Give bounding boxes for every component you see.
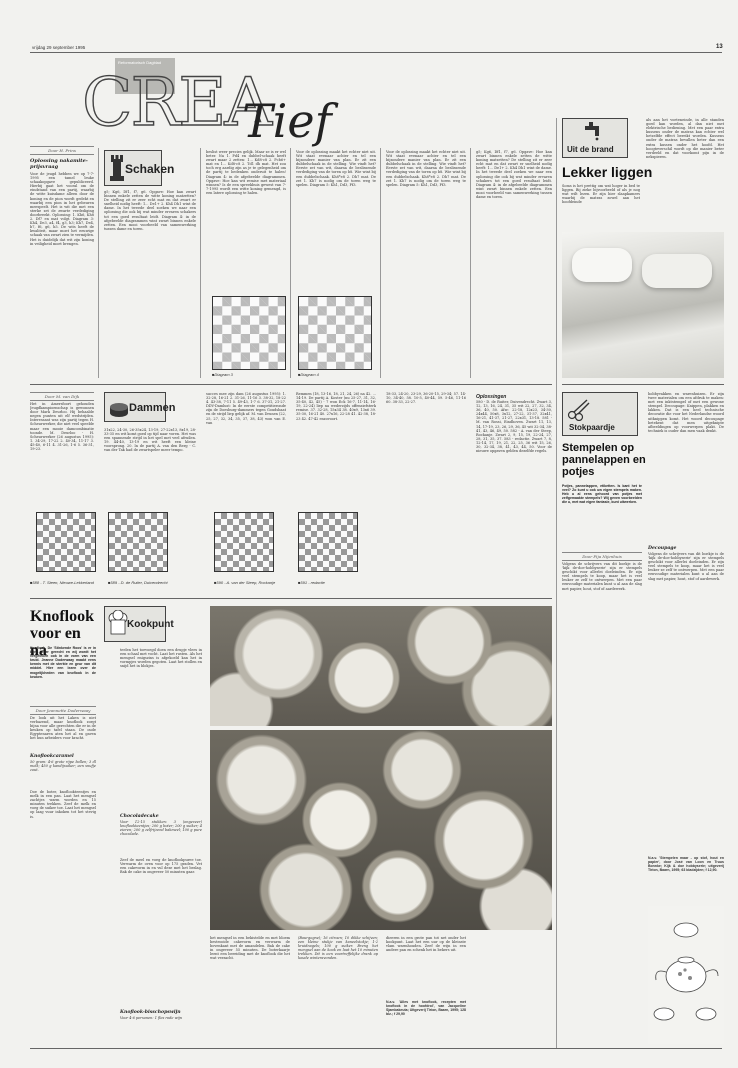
faucet-icon <box>583 121 605 141</box>
chef-hat-icon <box>108 610 128 640</box>
pillow <box>642 254 712 288</box>
issue-date: vrijdag 29 september 1995 <box>32 45 86 50</box>
solutions-heading: Oplossingen <box>476 394 507 400</box>
stamp-col3: Volgens de schrijvers van dit boekje is de 'kijk de-doe-hobbyserie' zijn er stempels geschikt voor allerlei doeleinden. Er zijn veel stempels te koop, maar het is veel leuker ze zelf te ontwerpen. Met een paar eenvoudige materialen kunt u al aan de slag met papier, hout, stof of aardewerk. <box>648 552 724 581</box>
column-rule <box>98 148 99 378</box>
garlic-col3: het mengsel in een bekistelde en met bloem bestrooide cakevorm en verwarm de bovenkant met de amandelen. Bak de cake in ongeveer 55 minuten. De boterkaarje leent een bereiding met de knoflook die het wat verzacht. <box>210 936 290 961</box>
garlic-byline: Door Jeannette Doderwaay <box>30 706 96 715</box>
chess-diagram-3 <box>212 296 286 370</box>
chess-col4: Voor de oplossing maakt het echter niet uit. Wit staat evenaar achter en tel een bijzondere manier van plan. Er zit een dubbelschaak in de stelling. Wie vindt het? Eerste zet van wit, daarna de beslissende verdediging van de toren op b8. Wie wint bij een dubbelschaak. Kh8*e8 2. Dh7 mat. De zet 1. Kh7 is nodig om de toren weg te spelen. Diagram 5: Kh1, Dd3, Pf3. <box>296 150 376 187</box>
chess-heading: Oplossing nakamite-prijsvraag <box>30 158 88 170</box>
checkers-logo-label: Dammen <box>129 402 176 414</box>
stamp-byline: Door Fija Nijenhuis <box>562 552 642 561</box>
checkers-diagram-588 <box>36 512 96 572</box>
section-rule <box>30 384 552 385</box>
page-number: 13 <box>716 44 723 50</box>
checkers-col1: Het in Amersfoort gehouden Jeugdkampioenschap is gewonnen door Mark Deurloo. Hij behaalde negen punten uit elf wedstrijden. Interessant was zijn partij tegen H. Scheurwerker, die niet veel speelde maar een mooie damcombinatie toonde. M. Deurloo - H. Scheurwerker (26 augustus 1995): 1. 34-29, 17-22 2. 40-34, 11-17 3. 45-40, 6-11 4. 31-26, 1-6 5. 36-31, 19-23. <box>30 402 94 452</box>
uitdebrand-logo <box>562 118 628 158</box>
checkers-logo <box>104 392 176 422</box>
chess-col1: Voor de jeugd hebben we op 7-7-1995 een tamel leuke schaakopgave gepubliceerd. Hierbij gaat het vooral om de eindstand van een partij, waarbij de witte kuisdame alleen door de koning en de pion wordt gedekt en waarbij een pion in het gebeuren meespeelt. Het is wit die met een sterke zet de zwarte verdediging doorbreekt. Oplossing: 1. Kh6, Kh8 2. Df7 en mat volgt. Diagram 3: Kh4, De3, a4, f4, g3, h3; Kh7, De4, b7, f6, g6, h5. De wits heeft de kwaliteit, maar moet het eeuwige schaak van zwart zien te vermijden. Het is duidelijk dat wit zijn koning in veiligheid moet brengen. <box>30 172 94 246</box>
chess-diagram-3-caption: ■ Diagram 3 <box>212 372 233 377</box>
checkers-solutions: 580 - D. de Ruiter, Duivendrecht. Zwart 3, 12, 13, 16, 24, 31, 35 wit 22, 27, 32, 34, 36, 40, 50. Afw.: 22-18, 12x23, 34-30, 24x44, 50x8, 3x12, 27-22, 31-37, 32x41, 16-21, 41-37, 21-27, 22x31, 13-18. 581 - M. van Rossi, Eindhoven. Zwart 11, 13, 14, 17-19, 23, 26, 29, 36, 45 wit 32-34, 38-41, 43, 46, 49, 50. 582 - A. van der Steep, Rockanje. Zwart 2, 9, 15, 19, 22-24, 27, 28, 31, 35, 37. 583 - redactie. Zwart 7, 8, 12-14, 17, 19, 21, 22, 25, 36 wit 15, 26, 30, 32-34, 38, 41, 43, 44, 50. Voor de nieuwe opgaven gelden dezelfde regels. <box>476 400 552 454</box>
uitdebrand-label: Uit de brand <box>567 145 614 154</box>
garlic-col2b: Zeef de meel en voeg de knoflookpuree toe. Verwarm de oven voor op 175 graden. Vet een cakevorm in en vul deze met het beslag. Bak de cake in ongeveer 50 minuten gaar. <box>120 858 202 875</box>
stamp-col1: Volgens de schrijvers van dit boekje is de 'kijk de-doe-hobbyserie' zijn er stempels geschikt voor allerlei doeleinden. Er zijn veel stempels te koop, maar het is veel leuker ze zelf te ontwerpen. Met een paar eenvoudige materialen kunt u al aan de slag met papier, hout, stof of aardewerk. <box>562 562 642 591</box>
checkers-diagram-591 <box>298 512 358 572</box>
checkers-byline: Door M. van Dijk <box>30 392 94 401</box>
garlic-sub2: Chocoladecake <box>120 814 159 819</box>
garlic-recipe2: Voor 12-15 stukken: 3 (ongeveer) knoflookteentjes; 200 g boter; 200 g suiker; 4 eieren; 200 g zelfrijzend bakmeel; 100 g pure chocolade. <box>120 820 202 837</box>
section-rule <box>562 384 724 385</box>
garlic-title: Knoflook voor en na <box>30 608 95 659</box>
checkers-caption-591: ■ 591 - redactie <box>298 580 368 585</box>
teaset-illustration <box>648 906 724 1044</box>
garlic-lead: Knoflook. De 'Stinkende Roos' is er in bijna ieder gerecht en wij wordt het vergeleken ook in de vorm van een kruid. Jeanne Doderwaay maakt eens kennis met de sterkte en geur van dit middel. Hier een lezen over de mogelijkheden van knoflook in de keuken. <box>30 646 96 679</box>
lekker-liggen-col1: Soms is het prettig om wat hoger in bed te liggen. Bij zieke bijvoorbeeld of als je nog wat wilt lezen. Er zijn hier slaapkamers waarbij de matras zowel aan het hoofdeinde <box>562 184 640 205</box>
scissors-icon <box>567 397 591 421</box>
garlic-credit: N.a.v. 'Alles met knoflook, recepten met knoflook in de hoofdrol', van Jacqueline Sjambakeuta; Uitgeverij Tirion, Baarn, 1995; 128 blz.; f 29,90 <box>386 1000 466 1017</box>
chess-diagram-4-caption: ■ Diagram 4 <box>298 372 319 377</box>
chess-col6: g5; Kg6, Df1, f7, g6. Opgave: Hoe kan zwart binnen enkele zetten de witte koning matzetten? De stelling zit er zeer echt mat en dat zwart er snelheid nodig heeft: 1... De1+ 2. Kh4 Dh1 wint de dame. In het tweede deel zoeken we naar een oplossing die ook bij wat minder ervaren schakers tot een goed resultaat leidt. Diagram 4: in de afgebeelde diagrammen wint zwart binnen enkele zetten. Een mooi voorbeeld van samenwerking tussen dame en toren. <box>476 150 552 200</box>
garlic-sub1: Knoflookcaramel <box>30 754 74 759</box>
stokpaardje-logo <box>562 392 638 436</box>
section-rule <box>30 598 552 599</box>
chess-col5: Voor de oplossing maakt het echter niet uit. Wit staat evenaar achter en tel een bijzondere manier van plan. Er zit een dubbelschaak in de stelling. Wie vindt het? Eerste zet van wit, daarna de beslissende verdediging van de toren op b8. Wie wint bij een dubbelschaak. Kh8*e8 2. Dh7 mat. De zet 1. Kh7 is nodig om de toren weg te spelen. Diagram 5: Kh1, Dd3, Pf3. <box>386 150 466 187</box>
garlic-col2: teelen het toevoegd doen een drupje vlees in een schaal met vocht. Laat het rusten. Als het mengsel enigszins is afgekoeld kan het in vormpjes worden gegoten. Laat het stollen en snijd het in blokjes. <box>120 648 202 669</box>
stamp-credit: N.a.v. 'Stempelen maar - op stof, hout en papier', door José van Loon en Truus Bonnke; Kijk & doe hobbyserie; uitgeverij Tirion, Baarn, 1995; 63 bladzijden; f 12,90. <box>648 856 724 873</box>
checkers-diagram-589 <box>108 512 168 572</box>
chess-col2: g5; Kg6, Df1, f7, g6. Opgave: Hoe kan zwart binnen enkele zetten de witte koning matzetten? De stelling zit er zeer echt mat en dat zwart er snelheid nodig heeft: 1... De1+ 2. Kh4 Dh1 wint de dame. In het tweede deel zoeken we naar een oplossing die ook bij wat minder ervaren schakers tot een goed resultaat leidt. Diagram 4: in de afgebeelde diagrammen wint zwart binnen enkele zetten. Een mooi voorbeeld van samenwerking tussen dame en toren. <box>104 190 196 231</box>
column-rule <box>200 148 201 378</box>
bed-photo <box>562 232 724 378</box>
chess-logo <box>104 150 175 186</box>
checkers-col3: succes mee zijn dam (26 augustus 1995): 1. 32-28, 16-21 2. 31-26, 11-16 3. 38-32, 18-22 4. 43-38, 7-11 5. 49-43, 1-7 6. 37-31, 21-27. DDV-Damlust: In de eerste competitieronde zijn de Doesburg-dammers tegen Goudsbaat en de strijd liep gelijk af. M. van Drunen (22, 25, 27, 32, 34, 35, 37, 38, 43) won van E. van <box>206 392 286 425</box>
stamp-lead: Potjes, pannelappen, etiketten. Is kant het te veel? Zo kunt u ook uw eigen stempels maken. Heb u al eens gehoord van potjes met zelfgemaakte stempels? Wij geven voorbeelden die u, met wat eigen fantasie, kunt uitwerken. <box>562 484 642 505</box>
lekker-liggen-col2: als aan het voeteneinde, in alle standen goed kan worden, al dan niet met elektrische bediening. Met een paar extra kussens onder de matras kan echter wel hetzelfde effect bereikt worden. Kussens onder de matras bevallen beter dan een extra kussen onder het hoofd. Het hoogteverschil wordt op die manier beter verdeeld en dat voorkomt pijn in de nekspieren. <box>646 118 724 159</box>
decoupage-heading: Decoupage <box>648 546 677 551</box>
lekker-liggen-title: Lekker liggen <box>562 164 653 180</box>
footer-rule <box>30 1048 722 1049</box>
garlic-recipe3: Voor 4-6 personen: 1 fles rode wijn <box>120 1016 183 1020</box>
stamp-col2: hobbyvakken en warenhuizen. Er zijn twee materialen om een afdruk te maken: met een inktstempel of met een gewone stempel. Decoupage: Knippen, plakken en lakken. Dat is een heel technische decoratie die voor het Nederlandse woord uitknippen komt. Het woord decoupage betekent dat men uitgeknipte afbeeldingen op voorwerpen plakt. De techniek is ouder dan men vaak denkt. <box>648 392 724 433</box>
stamp-title: Stempelen op pannelappen en potjes <box>562 442 646 478</box>
supplement-label: Reformatorisch Dagblad <box>118 60 162 65</box>
masthead-title-script: Tief <box>242 94 332 148</box>
pillow <box>572 248 632 282</box>
checkers-diagram-590 <box>214 512 274 572</box>
garlic-recipe1: 50 gram: 4-6 grote rijpe bollen; 3 dl melk; 450 g kandijsuiker; een snufje zout. <box>30 760 96 773</box>
checkers-col2: 31x22, 24-30, 26-35x24, 13-19, 27-22x13, 8x19, 28-33-35 en wit komt goed op tijd naar voren. Het was een spannende strijd in het spel met veel afruilen. 19. 44-40, 13-19 en wit heeft een kleine voorsprong. 20. In de partij A. van den Berg - C. van der Tak had de zwartspeler meer tempo. <box>104 428 196 453</box>
garlic-photo <box>210 606 552 726</box>
garlic-col1b: Doe de boter, knoflookteentjes en melk in een pan. Laat het mengsel zachtjes warm worden en 15 minuten trekken. Zeef de melk en voeg de suiker toe. Laat het mengsel op laag vuur inkoken tot het stevig is. <box>30 790 96 819</box>
column-rule <box>470 148 471 378</box>
garlic-col5: dieeren in een grote pan tot net onder het kookpunt. Laat het een uur op de kleinste vlam warmhouden. Zeef de wijn in een andere pan en schenk het in bekers uit. <box>386 936 466 953</box>
garlic-logo-label: Kookpunt <box>127 619 174 630</box>
checkers-piece-icon <box>109 397 129 419</box>
garlic-logo <box>104 606 174 642</box>
column-rule <box>380 148 381 378</box>
checkers-caption-588: ■ 588 - T. Steen, Nieuwe-Lekkerland <box>30 580 100 585</box>
column-rule <box>290 148 291 378</box>
checkers-caption-590: ■ 590 - A. van der Steep, Rockanje <box>214 580 304 585</box>
checkers-col5: 18-33, 24-20, 23-29, 36-20-15, 29-34; 57. 14-10, 34-40, 58. 10-5, 40-44, 59. 5-46, 11-16 60. 38-33, 22-27. <box>386 392 466 405</box>
garlic-bulbs-photo <box>210 730 552 930</box>
chess-byline: Door H. Prins <box>30 146 94 155</box>
chess-col3: beslist weer precies gelijk. Maar ze is er wel beter. Na 1. Pd4 en dubbel-schaak heeft zwart maar 2 zetten: 1... Kd8-c8 2. Pcb6+ mat en 1... Kd8-c8 2. Td1 dh mat. Het zou toch erg aardig zijn as je te gelegenheid om de partij te bedenken onderuit te halen! Diagram 4: in de afgebeelde diagrammen. Opgave: Hoe kan wit remise met materiaal winnen? Is de een spreekbuis gewest van 7-7-1995 wordt een witte koning gemengd, is een latere oplossing te halen. <box>206 150 286 195</box>
garlic-sub3: Knoflook-bisschopswijn <box>120 1010 181 1015</box>
checkers-col4: Remmen (18, 13-16, 18, 21, 24, 26) na 42. ... 14-19. De partij A. Koster (nu 25-27, 31, 32, 35-40, 42, 45) - 7 won Eck 16-7, 11-14, 16-19, 22-24) liep na wederzijds offensiefsterk remise. 37. 32-28, 15x34 38. 40x9, 13x6 39. 35-30, 16-21 40. 27x16, 22-28 41. 42-38, 18-23 42. 47-42 enzovoort. <box>296 392 376 421</box>
column-rule <box>556 118 557 1048</box>
checkers-caption-589: ■ 589 - D. de Ruiter, Duivendrecht <box>108 580 198 585</box>
header-rule <box>30 52 722 53</box>
stokpaardje-label: Stokpaardje <box>569 423 615 432</box>
chess-logo-label: Schaken <box>125 162 175 176</box>
teapot-icon <box>648 906 724 1044</box>
chess-rook-icon <box>109 153 125 183</box>
masthead-title-outline: CREA <box>82 64 271 141</box>
garlic-col4: (Bourgogne); 16 citroen; 10 dikke schijven; een kleine stukje van kaneelstokje; 1-2 kruidnagels; 100 g suiker. Breng het mengsel aan de kook en laat het 10 minuten trekken. Dit is een voortreffelijke drank op koude winteravonden. <box>298 936 378 961</box>
chess-diagram-4 <box>298 296 372 370</box>
garlic-col1: De look uit het Laken is niet verbazend, maar knoflook zorgt bijna voor alle gerechten die er in de keuken op tafel staan. De oude Egyptenaren aten het al en gaven het hun arbeiders voor kracht. <box>30 716 96 741</box>
